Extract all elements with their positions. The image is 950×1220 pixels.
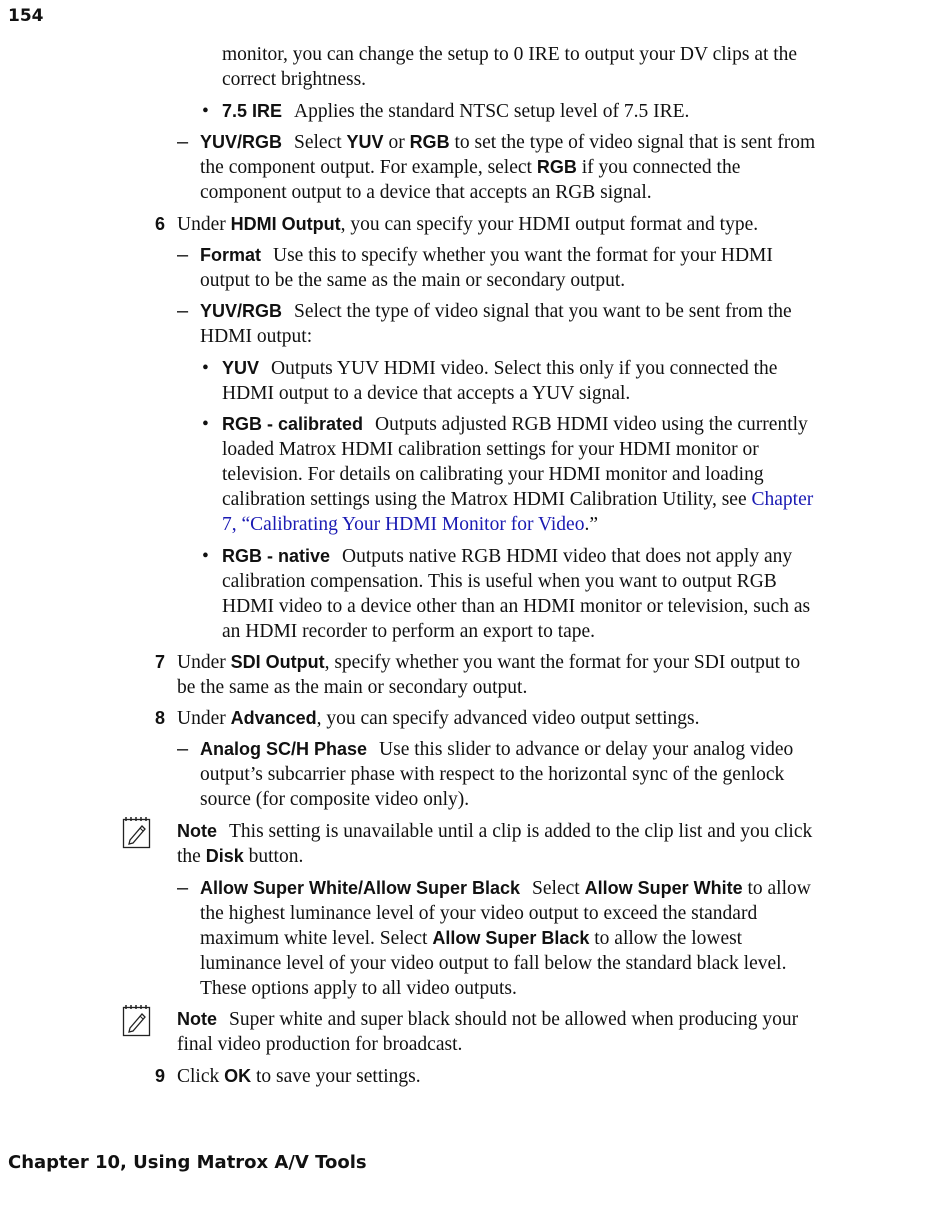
dash-item-analog-sch-phase xyxy=(200,737,822,812)
chapter-7-link[interactable]: Chapter 7, “Calibrating Your HDMI Monitor for Video xyxy=(222,489,814,535)
description: Use this slider to advance or delay your analog video output’s subcarrier phase with respect to the horizontal sync of the genlock source (for composite video only). xyxy=(200,739,794,810)
term: Format xyxy=(200,245,262,265)
bullet-marker: • xyxy=(202,414,209,435)
step-8 xyxy=(177,706,822,731)
bold-text: Disk xyxy=(205,846,244,866)
term: RGB - calibrated xyxy=(222,414,364,434)
term: Allow Super White/Allow Super Black xyxy=(200,878,521,898)
description: Applies the standard NTSC setup level of 7.5 IRE. xyxy=(294,101,690,122)
text: to save your settings. xyxy=(251,1066,421,1087)
step-6 xyxy=(177,212,822,237)
description: Use this to specify whether you want the format for your HDMI output to be the same as the main or secondary output. xyxy=(200,245,773,291)
bullet-item-yuv xyxy=(222,356,822,406)
term: 7.5 IRE xyxy=(222,101,283,121)
dash-item-yuv-rgb-component xyxy=(200,130,822,205)
text: , you can specify your HDMI output format and type. xyxy=(340,214,759,235)
text: , specify whether you want the format for your SDI output to be the same as the main or secondary output. xyxy=(177,652,801,698)
text: This setting is unavailable until a clip is added to the clip list and you click the xyxy=(177,821,813,867)
dash-item-allow-super-white-black xyxy=(200,876,822,1001)
text: Under xyxy=(177,652,231,673)
step-number: 7 xyxy=(155,652,166,672)
bold-text: SDI Output xyxy=(230,652,325,672)
text: to allow the lowest luminance level of your video output to fall below the standard black level. These options apply to all video outputs. xyxy=(200,928,787,999)
bullet-marker: • xyxy=(202,358,209,379)
text: to allow the highest luminance level of your video output to exceed the standard maximum white level. Select xyxy=(200,878,811,949)
term: YUV/RGB xyxy=(200,132,283,152)
bullet-marker: • xyxy=(202,546,209,567)
bullet-item-rgb-native xyxy=(222,544,822,644)
description: Outputs YUV HDMI video. Select this only if you connected the HDMI output to a device that accepts a YUV signal. xyxy=(222,358,778,404)
note-super-white-black xyxy=(177,1007,822,1057)
bullet-marker: • xyxy=(202,101,209,122)
bold-text: RGB xyxy=(536,157,577,177)
bullet-item-rgb-calibrated xyxy=(222,412,822,537)
text: if you connected the component output to a device that accepts an RGB signal. xyxy=(200,157,741,203)
description: Super white and super black should not be allowed when producing your final video production for broadcast. xyxy=(177,1009,799,1055)
term: YUV xyxy=(222,358,260,378)
description: Outputs native RGB HDMI video that does not apply any calibration compensation. This is useful when you want to output RGB HDMI video to a device other than an HDMI monitor or television, such as an HDMI recorder to perform an export to tape. xyxy=(222,546,811,642)
description: Outputs adjusted RGB HDMI video using the currently loaded Matrox HDMI calibration settings for your HDMI monitor or television. For details on calibrating your HDMI monitor and loading calibration settings using the Matrox HDMI Calibration Utility, see xyxy=(222,414,808,510)
text: Under xyxy=(177,708,231,729)
page-number: 154 xyxy=(8,6,44,26)
dash-item-yuv-rgb-hdmi xyxy=(200,299,822,349)
text: Under xyxy=(177,214,231,235)
text: Select xyxy=(294,132,347,153)
note-label: Note xyxy=(177,1009,217,1029)
dash-marker: – xyxy=(177,300,189,322)
text: or xyxy=(383,132,410,153)
note-unavailable xyxy=(177,819,822,869)
text: Click xyxy=(177,1066,225,1087)
dash-marker: – xyxy=(177,738,189,760)
chapter-footer: Chapter 10, Using Matrox A/V Tools xyxy=(8,1152,367,1173)
bold-text: HDMI Output xyxy=(230,214,341,234)
note-pencil-icon xyxy=(122,815,152,849)
text: .” xyxy=(584,514,598,535)
continued-paragraph xyxy=(222,42,822,92)
bold-text: Allow Super White xyxy=(584,878,743,898)
text: Select xyxy=(532,878,585,899)
text: to set the type of video signal that is sent from the component output. For example, select xyxy=(200,132,816,178)
description: Select the type of video signal that you want to be sent from the HDMI output: xyxy=(200,301,792,347)
step-number: 8 xyxy=(155,708,166,728)
text: button. xyxy=(243,846,304,867)
step-number: 9 xyxy=(155,1066,166,1086)
bold-text: RGB xyxy=(409,132,450,152)
bold-text: YUV xyxy=(346,132,384,152)
bold-text: OK xyxy=(224,1066,252,1086)
dash-item-format xyxy=(200,243,822,293)
term: RGB - native xyxy=(222,546,331,566)
bold-text: Allow Super Black xyxy=(432,928,590,948)
term: Analog SC/H Phase xyxy=(200,739,368,759)
step-7 xyxy=(177,650,822,700)
note-label: Note xyxy=(177,821,217,841)
dash-marker: – xyxy=(177,877,189,899)
term: YUV/RGB xyxy=(200,301,283,321)
text: , you can specify advanced video output settings. xyxy=(316,708,700,729)
dash-marker: – xyxy=(177,244,189,266)
step-number: 6 xyxy=(155,214,166,234)
bullet-item-7-5-ire xyxy=(222,99,822,124)
dash-marker: – xyxy=(177,131,189,153)
note-pencil-icon xyxy=(122,1003,152,1037)
continued-text: monitor, you can change the setup to 0 IRE to output your DV clips at the correct brightness. xyxy=(222,44,798,90)
step-9 xyxy=(177,1064,822,1089)
bold-text: Advanced xyxy=(230,708,317,728)
